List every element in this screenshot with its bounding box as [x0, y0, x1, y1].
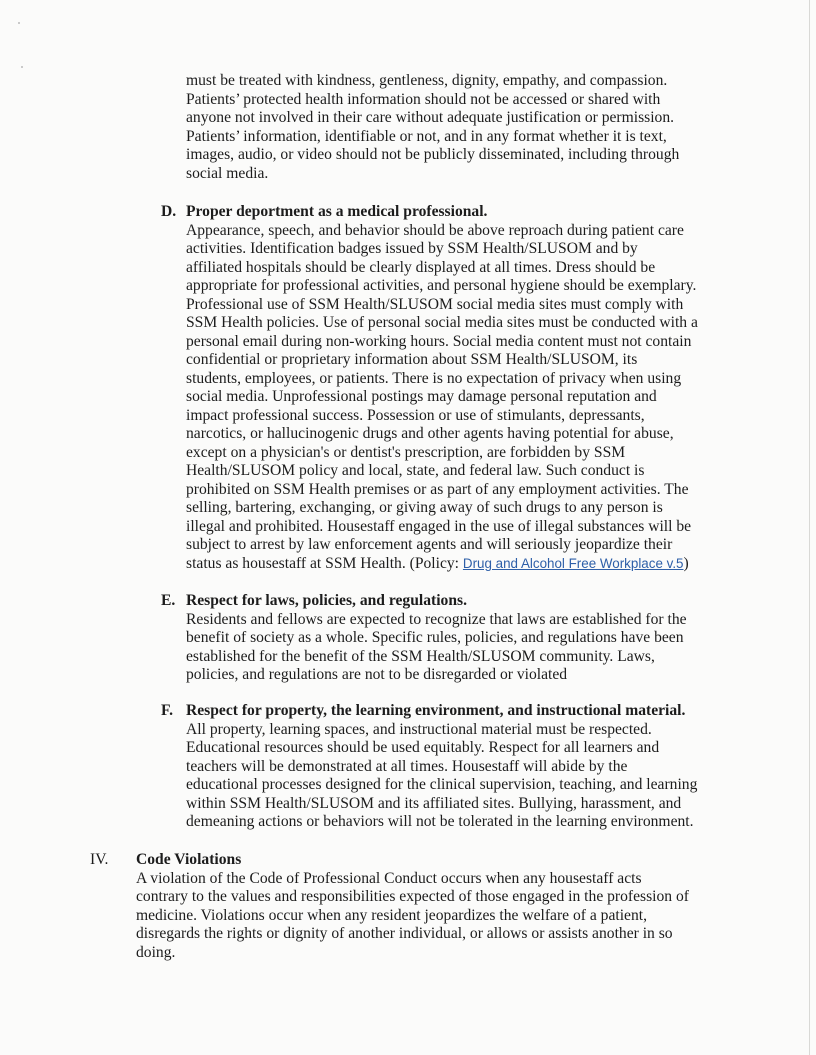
section-iv-line: medicine. Violations occur when any resident jeopardizes the welfare of a patient, — [136, 906, 648, 924]
section-d-line: prohibited on SSM Health premises or as part of any employment activities. The — [186, 480, 689, 498]
intro-line: social media. — [186, 164, 269, 182]
section-iv-line: doing. — [136, 943, 176, 961]
section-d-line: illegal and prohibited. Housestaff engaged in the use of illegal substances will be — [186, 517, 692, 535]
section-f-line: teachers will be demonstrated at all times. Housestaff will abide by the — [186, 757, 628, 775]
scan-speck — [21, 66, 23, 68]
section-d-line: personal email during non-working hours. Social media content must not contain — [186, 332, 692, 350]
section-d-line: affiliated hospitals should be clearly displayed at all times. Dress should be — [186, 258, 656, 276]
section-d-line: students, employees, or patients. There is no expectation of privacy when using — [186, 369, 682, 387]
section-iv-line: disregards the rights or dignity of another individual, or allows or assists another in so — [136, 925, 673, 942]
section-d-line: except on a physician's or dentist's prescription, are forbidden by SSM — [186, 443, 626, 461]
section-d-line: social media. Unprofessional postings may damage personal reputation and — [186, 388, 657, 405]
scan-speck — [18, 22, 20, 24]
section-d-last-line-prefix: status as housestaff at SSM Health. (Policy: — [186, 554, 463, 572]
section-f — [186, 702, 697, 832]
section-d-last-line — [186, 555, 698, 574]
policy-link[interactable]: Drug and Alcohol Free Workplace v.5 — [462, 555, 684, 571]
section-d-line: Professional use of SSM Health/SLUSOM social media sites must comply with — [186, 295, 684, 313]
intro-line: images, audio, or video should not be publicly disseminated, including through — [186, 146, 680, 163]
section-d-line: Health/SLUSOM policy and local, state, and federal law. Such conduct is — [186, 462, 645, 479]
section-f-line: educational processes designed for the clinical supervision, teaching, and learning — [186, 776, 698, 793]
section-d-line: subject to arrest by law enforcement agents and will seriously jeopardize their — [186, 536, 673, 553]
section-e-letter: E. — [161, 592, 176, 609]
section-e-line: policies, and regulations are not to be disregarded or violated — [186, 666, 568, 683]
section-f-line: within SSM Health/SLUSOM and its affiliated sites. Bullying, harassment, and — [186, 794, 682, 812]
intro-line: Patients’ protected health information should not be accessed or shared with — [186, 90, 661, 108]
section-iv — [136, 851, 689, 962]
section-e-heading: Respect for laws, policies, and regulations. — [186, 592, 467, 609]
intro-line: must be treated with kindness, gentleness, dignity, empathy, and compassion. — [186, 72, 668, 89]
section-e — [186, 592, 687, 685]
section-iv-line: A violation of the Code of Professional Conduct occurs when any housestaff acts — [136, 869, 642, 887]
section-d-letter: D. — [161, 203, 177, 220]
section-e-line: benefit of society as a whole. Specific rules, policies, and regulations have been — [186, 629, 684, 646]
section-e-line: established for the benefit of the SSM Health/SLUSOM community. Laws, — [186, 647, 655, 665]
section-d-line: Appearance, speech, and behavior should be above reproach during patient care — [186, 221, 684, 239]
section-d-last-line-suffix: ) — [683, 554, 689, 572]
intro-line: anyone not involved in their care without adequate justification or permission. — [186, 109, 675, 126]
section-f-line: All property, learning spaces, and instructional material must be respected. — [186, 720, 652, 738]
intro-paragraph — [186, 72, 679, 183]
section-f-line: Educational resources should be used equitably. Respect for all learners and — [186, 739, 660, 756]
section-d-line: selling, bartering, exchanging, or giving away of such drugs to any person is — [186, 499, 663, 516]
section-d-line: appropriate for professional activities, and personal hygiene should be exemplary. — [186, 277, 697, 294]
section-iv-line: contrary to the values and responsibilities expected of those engaged in the profession of — [136, 888, 689, 905]
section-d-line: impact professional success. Possession or use of stimulants, depressants, — [186, 406, 645, 424]
section-f-line: demeaning actions or behaviors will not be tolerated in the learning environment. — [186, 813, 694, 830]
section-iv-heading: Code Violations — [136, 851, 242, 868]
section-iv-numeral: IV. — [90, 851, 109, 868]
scan-edge-line — [809, 0, 810, 1055]
section-f-heading: Respect for property, the learning environment, and instructional material. — [186, 702, 686, 719]
section-d — [186, 203, 698, 573]
section-d-line: confidential or proprietary information about SSM Health/SLUSOM, its — [186, 351, 638, 368]
section-d-heading: Proper deportment as a medical professional. — [186, 203, 488, 220]
section-d-line: SSM Health policies. Use of personal social media sites must be conducted with a — [186, 314, 698, 331]
intro-line: Patients’ information, identifiable or not, and in any format whether it is text, — [186, 127, 667, 145]
section-f-letter: F. — [161, 702, 173, 719]
section-d-line: narcotics, or hallucinogenic drugs and other agents having potential for abuse, — [186, 425, 674, 442]
section-e-line: Residents and fellows are expected to recognize that laws are established for the — [186, 610, 687, 628]
section-d-line: activities. Identification badges issued by SSM Health/SLUSOM and by — [186, 240, 638, 257]
